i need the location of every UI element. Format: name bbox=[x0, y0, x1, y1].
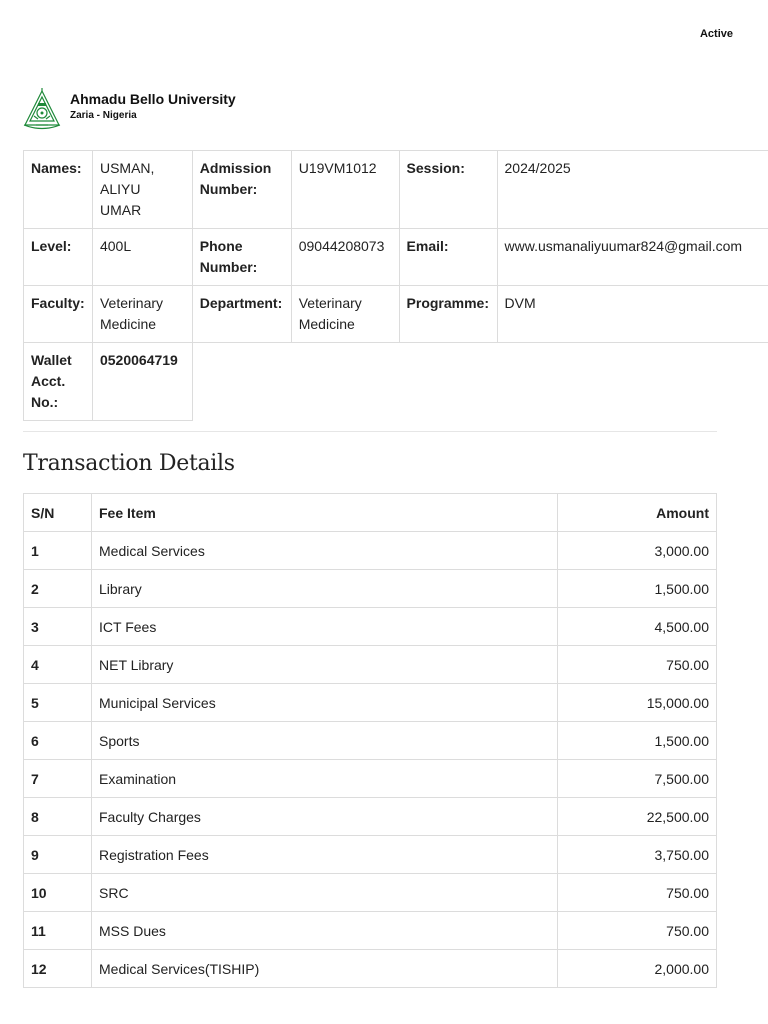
university-location: Zaria - Nigeria bbox=[70, 110, 137, 121]
row-fee-item: Library bbox=[92, 570, 558, 608]
phone-label bbox=[192, 229, 291, 286]
status-label: Active bbox=[699, 28, 733, 40]
table-row bbox=[24, 836, 717, 874]
row-amount: 750.00 bbox=[558, 912, 717, 950]
table-row bbox=[24, 912, 717, 950]
row-amount: 3,000.00 bbox=[558, 532, 717, 570]
row-amount: 3,750.00 bbox=[558, 836, 717, 874]
row-fee-item: Sports bbox=[92, 722, 558, 760]
row-sn: 6 bbox=[24, 722, 92, 760]
row-fee-item: Registration Fees bbox=[92, 836, 558, 874]
row-amount: 7,500.00 bbox=[558, 760, 717, 798]
wallet-label-line1: Wallet bbox=[31, 352, 72, 368]
row-sn: 5 bbox=[24, 684, 92, 722]
university-crest-icon bbox=[22, 88, 62, 130]
row-amount: 4,500.00 bbox=[558, 608, 717, 646]
table-row bbox=[24, 798, 717, 836]
session-value: 2024/2025 bbox=[497, 151, 768, 229]
row-sn: 2 bbox=[24, 570, 92, 608]
names-value-line2: ALIYU UMAR bbox=[99, 181, 142, 218]
row-sn: 3 bbox=[24, 608, 92, 646]
phone-value: 09044208073 bbox=[291, 229, 399, 286]
phone-label-line2: Number: bbox=[199, 259, 258, 275]
wallet-label bbox=[24, 343, 93, 421]
row-fee-item: Medical Services bbox=[92, 532, 558, 570]
column-header-sn: S/N bbox=[24, 494, 92, 532]
admission-label bbox=[192, 151, 291, 229]
row-sn: 8 bbox=[24, 798, 92, 836]
programme-label: Programme: bbox=[399, 286, 497, 343]
column-header-amount: Amount bbox=[558, 494, 717, 532]
faculty-label: Faculty: bbox=[24, 286, 93, 343]
row-fee-item: Medical Services(TISHIP) bbox=[92, 950, 558, 988]
table-row bbox=[24, 760, 717, 798]
row-amount: 750.00 bbox=[558, 874, 717, 912]
row-fee-item: ICT Fees bbox=[92, 608, 558, 646]
table-row bbox=[24, 722, 717, 760]
row-fee-item: Municipal Services bbox=[92, 684, 558, 722]
row-fee-item: SRC bbox=[92, 874, 558, 912]
level-value: 400L bbox=[92, 229, 192, 286]
email-label: Email: bbox=[399, 229, 497, 286]
department-value-line2: Medicine bbox=[298, 316, 355, 332]
row-fee-item: Examination bbox=[92, 760, 558, 798]
names-value bbox=[92, 151, 192, 229]
department-label: Department: bbox=[192, 286, 291, 343]
email-value: www.usmanaliyuumar824@gmail.com bbox=[497, 229, 768, 286]
table-row bbox=[24, 646, 717, 684]
names-label: Names: bbox=[24, 151, 93, 229]
level-label: Level: bbox=[24, 229, 93, 286]
wallet-label-line3: No.: bbox=[31, 394, 59, 410]
row-amount: 1,500.00 bbox=[558, 722, 717, 760]
names-value-line1: USMAN, bbox=[99, 160, 155, 176]
table-row bbox=[24, 570, 717, 608]
table-row bbox=[24, 684, 717, 722]
row-fee-item: NET Library bbox=[92, 646, 558, 684]
transaction-details-title: Transaction Details bbox=[23, 451, 235, 476]
row-amount: 22,500.00 bbox=[558, 798, 717, 836]
info-row bbox=[24, 343, 768, 421]
table-row bbox=[24, 608, 717, 646]
table-row bbox=[24, 874, 717, 912]
department-value-line1: Veterinary bbox=[298, 295, 362, 311]
row-amount: 15,000.00 bbox=[558, 684, 717, 722]
university-header bbox=[22, 88, 236, 130]
faculty-value-line2: Medicine bbox=[99, 316, 157, 332]
table-row bbox=[24, 950, 717, 988]
table-row bbox=[24, 532, 717, 570]
transaction-table bbox=[23, 493, 717, 988]
empty-cell bbox=[192, 343, 768, 421]
row-sn: 9 bbox=[24, 836, 92, 874]
admission-label-line2: Number: bbox=[199, 181, 258, 197]
row-amount: 1,500.00 bbox=[558, 570, 717, 608]
department-value bbox=[291, 286, 399, 343]
row-sn: 11 bbox=[24, 912, 92, 950]
phone-label-line1: Phone bbox=[199, 238, 243, 254]
info-row bbox=[24, 229, 768, 286]
admission-label-line1: Admission bbox=[199, 160, 272, 176]
row-amount: 750.00 bbox=[558, 646, 717, 684]
row-sn: 12 bbox=[24, 950, 92, 988]
row-sn: 7 bbox=[24, 760, 92, 798]
info-row bbox=[24, 286, 768, 343]
row-fee-item: Faculty Charges bbox=[92, 798, 558, 836]
info-row bbox=[24, 151, 768, 229]
session-label: Session: bbox=[399, 151, 497, 229]
section-divider bbox=[23, 431, 717, 432]
row-amount: 2,000.00 bbox=[558, 950, 717, 988]
admission-value: U19VM1012 bbox=[291, 151, 399, 229]
wallet-value: 0520064719 bbox=[92, 343, 192, 421]
row-sn: 1 bbox=[24, 532, 92, 570]
faculty-value-line1: Veterinary bbox=[99, 295, 164, 311]
university-name: Ahmadu Bello University bbox=[70, 91, 236, 107]
row-sn: 10 bbox=[24, 874, 92, 912]
wallet-label-line2: Acct. bbox=[31, 373, 66, 389]
programme-value: DVM bbox=[497, 286, 768, 343]
student-info-table bbox=[23, 150, 768, 421]
column-header-fee-item: Fee Item bbox=[92, 494, 558, 532]
row-fee-item: MSS Dues bbox=[92, 912, 558, 950]
table-header-row bbox=[24, 494, 717, 532]
row-sn: 4 bbox=[24, 646, 92, 684]
faculty-value bbox=[92, 286, 192, 343]
